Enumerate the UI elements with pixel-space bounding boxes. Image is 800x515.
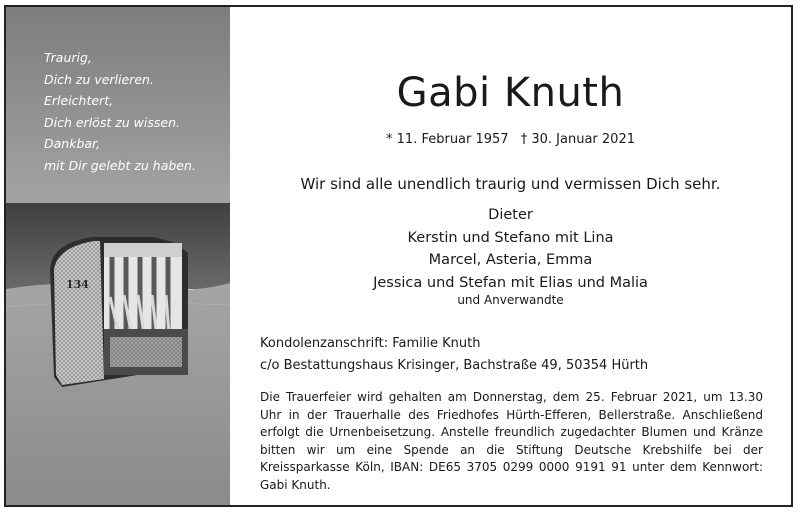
poem-line: Traurig, [44, 50, 92, 65]
condolence-address [260, 333, 648, 377]
poem [44, 47, 196, 176]
poem-line: Dich zu verlieren. [44, 71, 154, 87]
life-dates [230, 131, 791, 149]
death-date: † 30. Januar 2021 [520, 132, 635, 147]
poem-line: mit Dir gelebt zu haben. [44, 157, 196, 173]
mourner: Dieter [488, 207, 533, 223]
birth-date: * 11. Februar 1957 [386, 132, 509, 147]
address-line: Kondolenzanschrift: Familie Knuth [260, 336, 481, 351]
deceased-name: Gabi Knuth [396, 70, 625, 116]
relatives-note: und Anverwandte [457, 293, 564, 307]
mourning-headline: Wir sind alle unendlich traurig und vermissen Dich sehr. [300, 175, 721, 193]
poem-line: Dankbar, [44, 136, 101, 151]
mourners-list [230, 204, 791, 294]
ceremony-details: Die Trauerfeier wird gehalten am Donnerstag, dem 25. Februar 2021, um 13.30 Uhr in der Trauerhalle des Friedhofes Hürth-Efferen, Bellerstraße. Anschließend erfolgt die Urnenbeisetzung. Anstelle freundlich zugedachter Blumen und Kränze bitten wir um eine Spende an die Stiftung Deutsche Krebshilfe bei der Kreissparkasse Köln, IBAN: DE65 3705 0299 0000 9191 91 unter dem Kennwort: Gabi Knuth. [260, 390, 763, 492]
mourner: Jessica und Stefan mit Elias und Malia [373, 274, 648, 291]
poem-line: Erleichtert, [44, 93, 114, 108]
beach-chair-number: 134 [66, 278, 89, 291]
mourner: Kerstin und Stefano mit Lina [407, 229, 614, 246]
address-line: c/o Bestattungshaus Krisinger, Bachstraße 49, 50354 Hürth [260, 358, 649, 373]
mourner: Marcel, Asteria, Emma [428, 252, 593, 268]
obituary-notice [4, 5, 793, 507]
beach-chair-photo [6, 7, 230, 505]
beach-chair [50, 237, 188, 387]
notice-content [230, 7, 791, 505]
poem-line: Dich erlöst zu wissen. [44, 114, 180, 130]
